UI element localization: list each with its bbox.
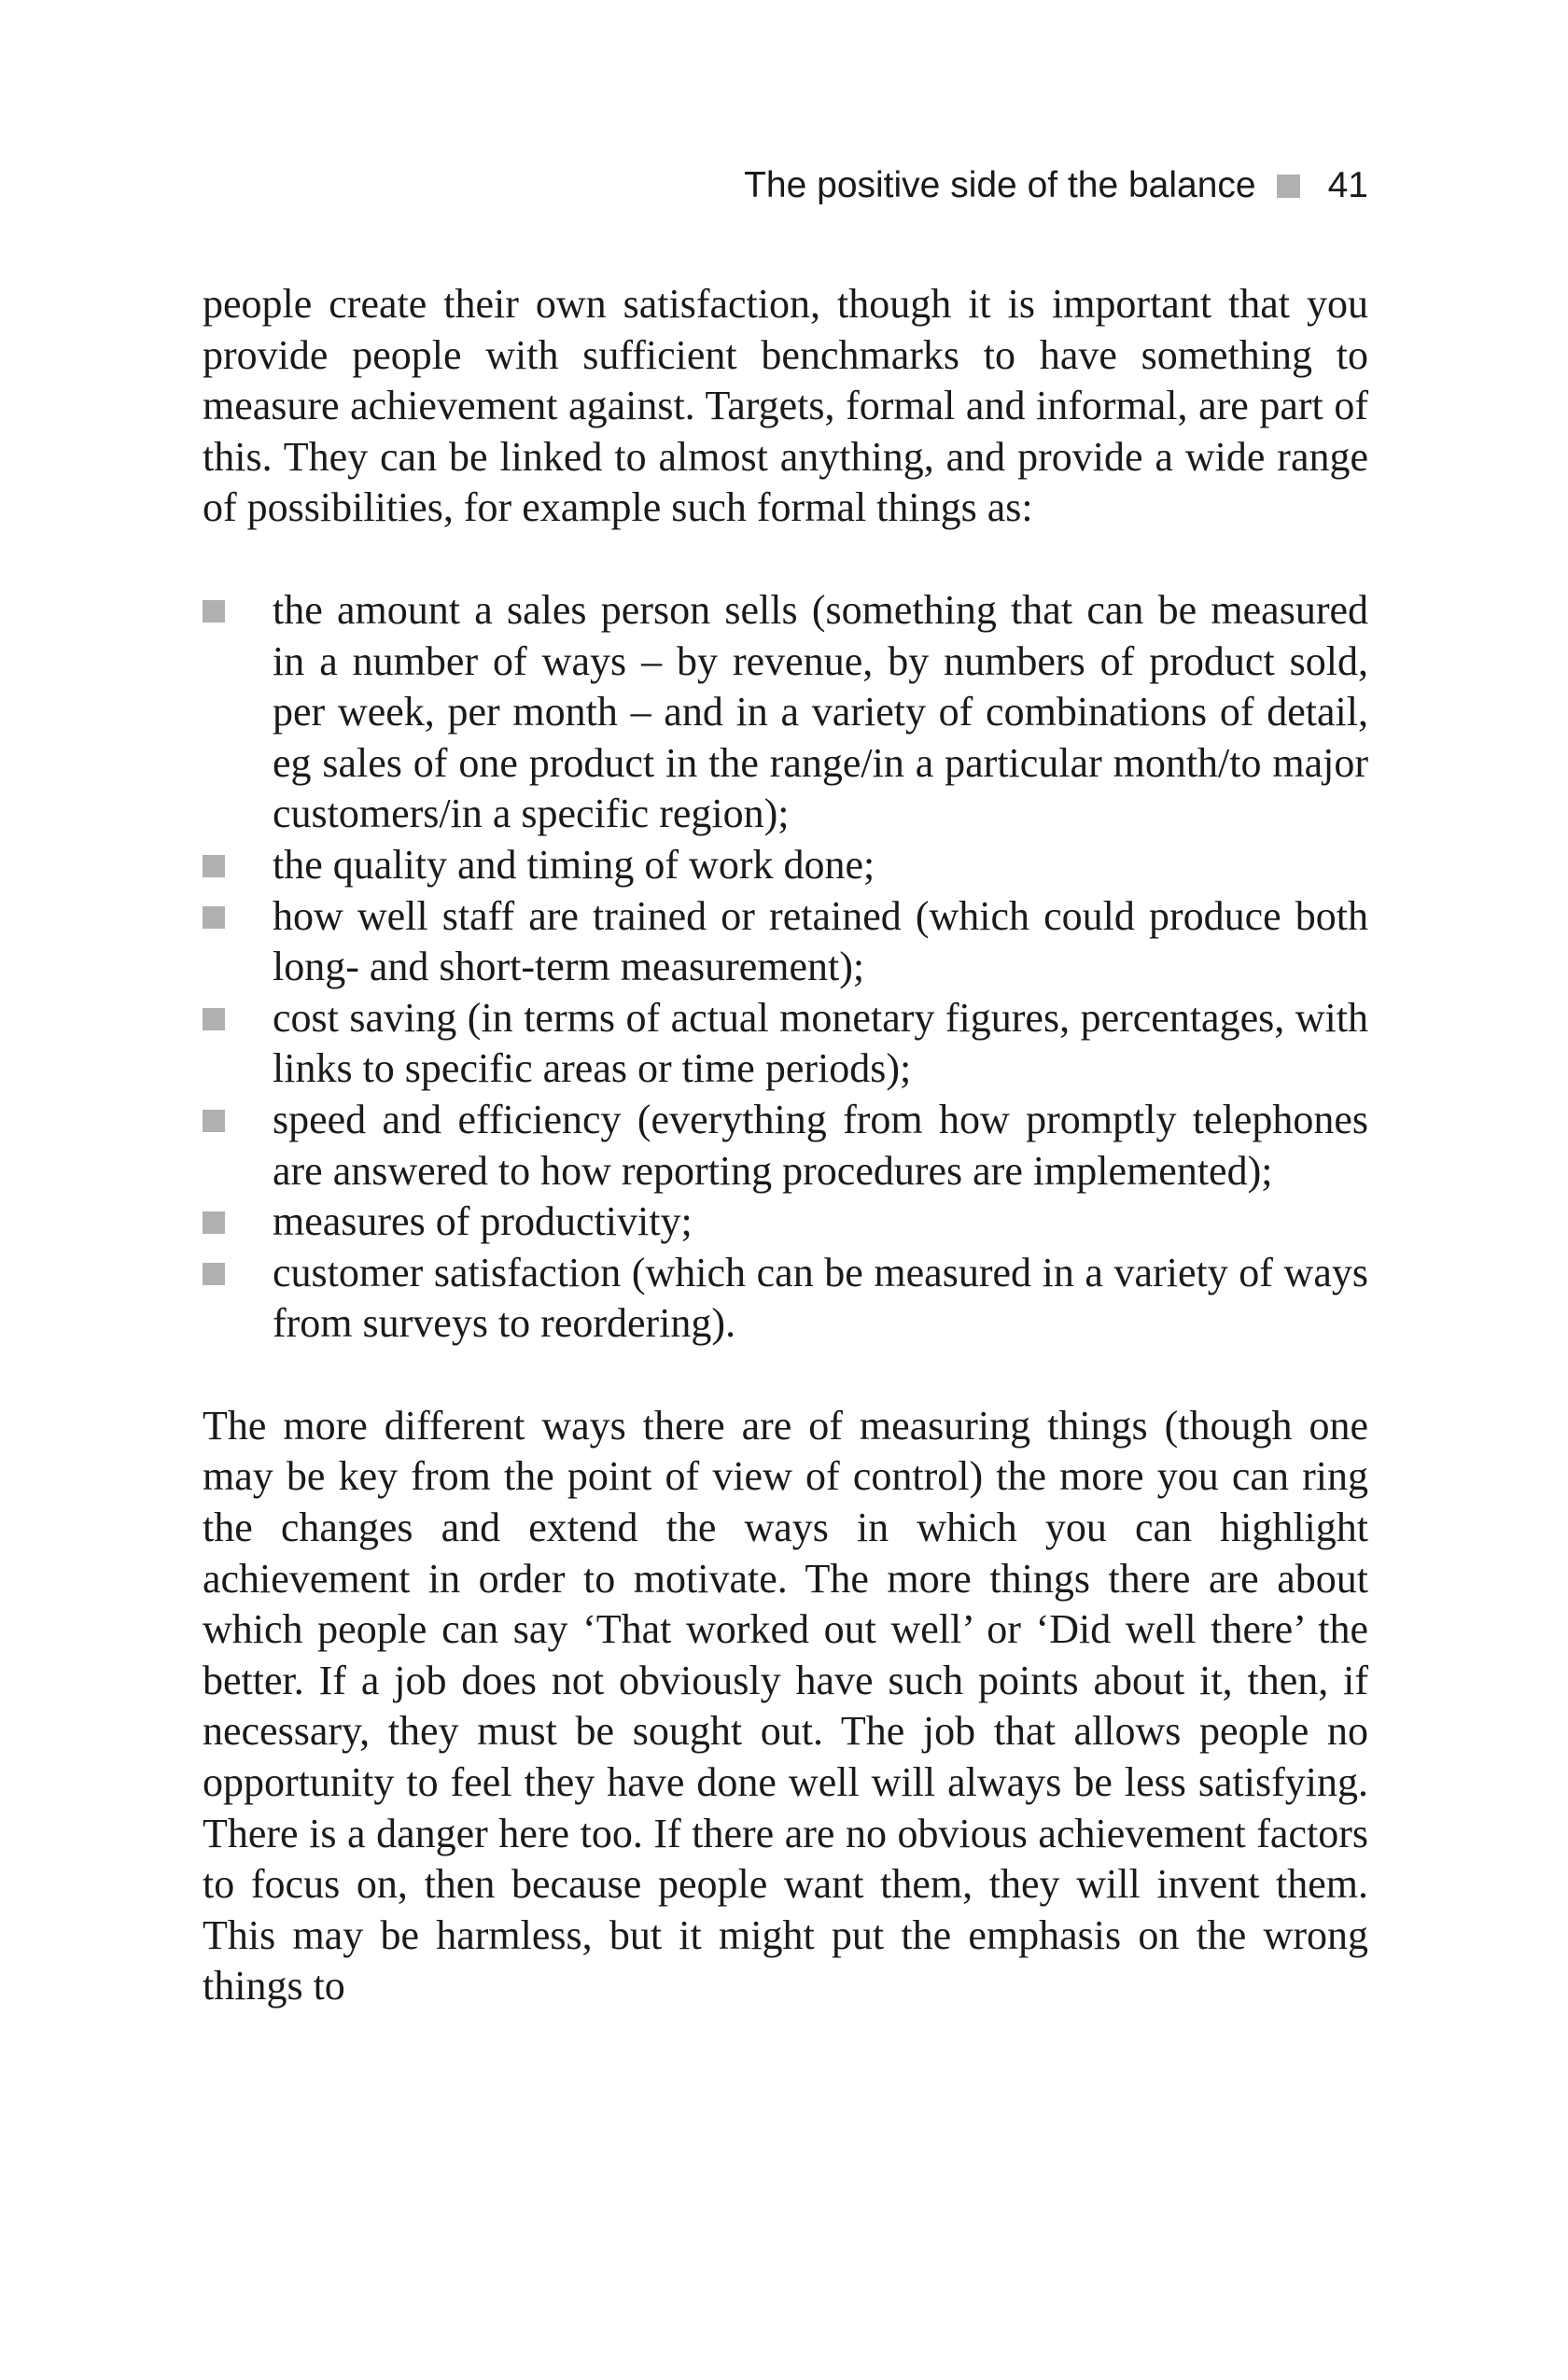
chapter-title: The positive side of the balance: [744, 165, 1256, 205]
list-item: [203, 1095, 1368, 1197]
running-header: [744, 163, 1368, 208]
list-item-text: the quality and timing of work done;: [273, 841, 875, 888]
bullet-list: [203, 585, 1368, 1350]
bullet-square-icon: [203, 1008, 225, 1030]
list-item-text: how well staff are trained or retained (which could produce both long- and short-term measurement);: [273, 892, 1368, 990]
bullet-square-icon: [203, 600, 225, 623]
list-item-text: the amount a sales person sells (something that can be measured in a number of ways – by revenue, by numbers of product sold, per week, per month – and in a variety of combinations of detail, eg sales of one product in the range/in a particular month/to major customers/in a specific region);: [273, 586, 1368, 837]
list-item: [203, 585, 1368, 840]
list-item-text: customer satisfaction (which can be measured in a variety of ways from surveys to reordering).: [273, 1249, 1368, 1347]
intro-paragraph: people create their own satisfaction, though it is important that you provide people with sufficient benchmarks to have something to measure achievement against. Targets, formal and informal, are part of this. They can be linked to almost anything, and provide a wide range of possibilities, for example such formal things as:: [203, 281, 1368, 531]
list-item: [203, 891, 1368, 993]
bullet-square-icon: [203, 906, 225, 929]
list-item: [203, 1248, 1368, 1350]
header-separator-square: [1277, 175, 1300, 198]
list-item-text: cost saving (in terms of actual monetary figures, percentages, with links to specific areas or time periods);: [273, 994, 1368, 1092]
list-item-text: speed and efficiency (everything from how promptly telephones are answered to how reporting procedures are implemented);: [273, 1096, 1368, 1194]
bullet-square-icon: [203, 855, 225, 877]
closing-paragraph: The more different ways there are of measuring things (though one may be key from the point of view of control) the more you can ring the changes and extend the ways in which you can highlight achievement in order to motivate. The more things there are about which people can say ‘That worked out well’ or ‘Did well there’ the better. If a job does not obviously have such points about it, then, if necessary, they must be sought out. The job that allows people no opportunity to feel they have done well will always be less satisfying. There is a danger here too. If there are no obvious achievement factors to focus on, then because people want them, they will invent them. This may be harmless, but it might put the emphasis on the wrong things to: [203, 1402, 1368, 2009]
bullet-square-icon: [203, 1110, 225, 1132]
page-body: [203, 279, 1368, 2012]
list-item: [203, 840, 1368, 891]
bullet-square-icon: [203, 1263, 225, 1285]
bullet-square-icon: [203, 1211, 225, 1234]
list-item-text: measures of productivity;: [273, 1198, 693, 1245]
page-number: 41: [1327, 165, 1368, 205]
list-item: [203, 993, 1368, 1095]
list-item: [203, 1197, 1368, 1248]
